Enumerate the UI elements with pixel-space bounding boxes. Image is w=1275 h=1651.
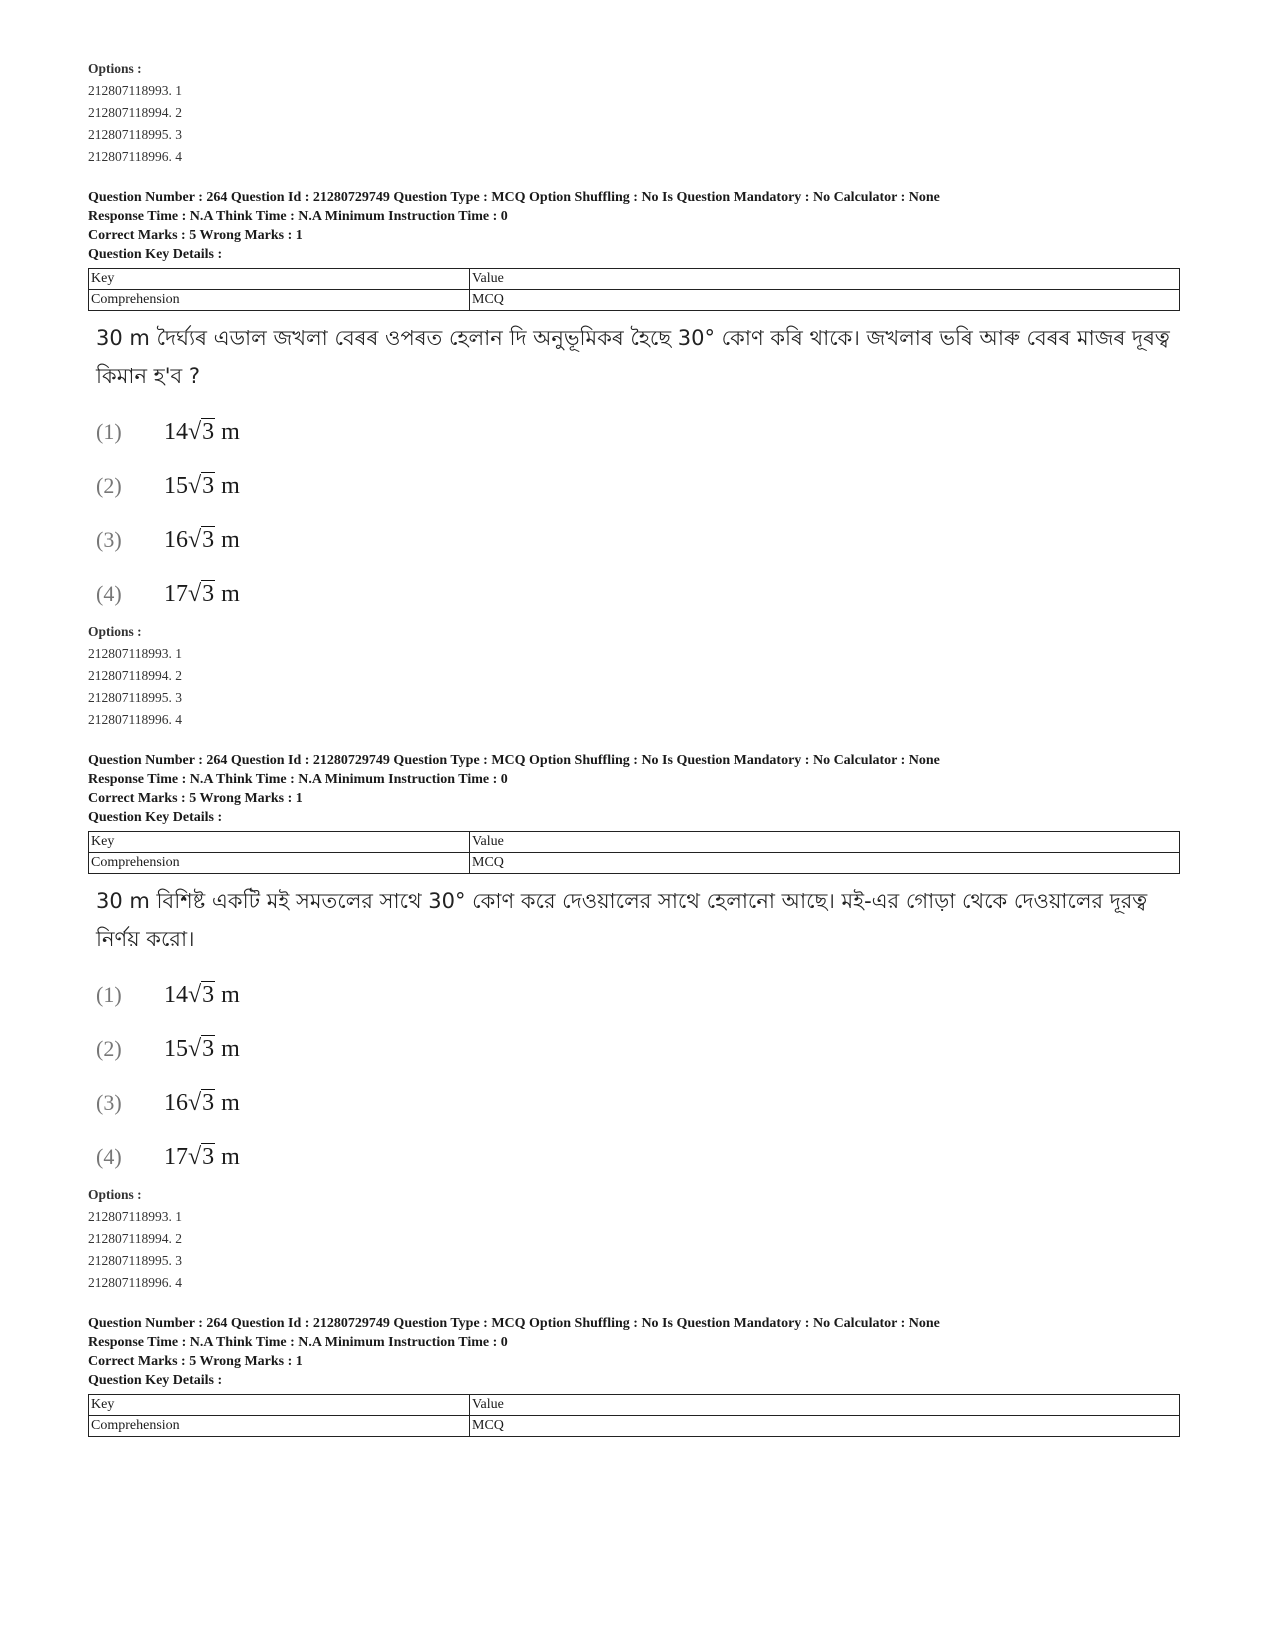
key-value-table — [88, 1394, 1180, 1437]
option-id: 212807118996. 4 — [88, 1275, 182, 1290]
table-row — [89, 832, 1180, 853]
choice-number: (3) — [96, 527, 122, 552]
table-cell: Comprehension — [89, 853, 470, 874]
radicand: 3 — [202, 580, 215, 607]
table-cell: Comprehension — [89, 1416, 470, 1437]
marks-line: Correct Marks : 5 Wrong Marks : 1 — [88, 1354, 303, 1369]
option-id: 212807118993. 1 — [88, 646, 182, 661]
key-details-label: Question Key Details : — [88, 810, 223, 825]
question-meta-line: Question Number : 264 Question Id : 21280729749 Question Type : MCQ Option Shuffling : No Is Question Mandatory : No Calculator : None — [88, 190, 940, 205]
question-meta-line: Response Time : N.A Think Time : N.A Minimum Instruction Time : 0 — [88, 772, 508, 787]
choice-unit: m — [221, 418, 240, 445]
options-label: Options : — [88, 61, 142, 76]
choice-value — [164, 527, 240, 554]
table-cell: Comprehension — [89, 290, 470, 311]
choice-value — [164, 581, 240, 608]
document-page — [88, 58, 1188, 1437]
option-id: 212807118993. 1 — [88, 83, 182, 98]
choice-unit: m — [221, 526, 240, 553]
choice-number: (2) — [96, 473, 122, 498]
option-id: 212807118994. 2 — [88, 105, 182, 120]
option-id: 212807118995. 3 — [88, 127, 182, 142]
choice-unit: m — [221, 1143, 240, 1170]
question-meta-line: Response Time : N.A Think Time : N.A Minimum Instruction Time : 0 — [88, 1335, 508, 1350]
choice-value — [164, 419, 240, 446]
marks-line: Correct Marks : 5 Wrong Marks : 1 — [88, 791, 303, 806]
choice-number: (4) — [96, 581, 122, 606]
table-header-value: Value — [470, 832, 1180, 853]
choice-coef: 14 — [164, 981, 188, 1008]
choice-number: (2) — [96, 1036, 122, 1061]
sqrt-symbol: √3 — [188, 472, 215, 499]
choice-unit: m — [221, 472, 240, 499]
table-header-key: Key — [89, 269, 470, 290]
radicand: 3 — [202, 1035, 215, 1062]
choice-number: (1) — [96, 982, 122, 1007]
radicand: 3 — [202, 981, 215, 1008]
key-details-label: Question Key Details : — [88, 1373, 223, 1388]
sqrt-symbol: √3 — [188, 1035, 215, 1062]
choice-unit: m — [221, 981, 240, 1008]
option-id: 212807118993. 1 — [88, 1209, 182, 1224]
question-text: 30 m বিশিষ্ট একটি মই সমতলের সাথে 30° কোণ করে দেওয়ালের সাথে হেলানো আছে। মই-এর গোড়া থেকে দেওয়ালের দূরত্ব নির্ণয় করো। — [96, 889, 1148, 951]
table-header-key: Key — [89, 1395, 470, 1416]
choice-value — [164, 473, 240, 500]
table-row — [89, 269, 1180, 290]
choice-coef: 16 — [164, 526, 188, 553]
question-meta-line: Question Number : 264 Question Id : 21280729749 Question Type : MCQ Option Shuffling : No Is Question Mandatory : No Calculator : None — [88, 1316, 940, 1331]
choice-value — [164, 982, 240, 1009]
marks-line: Correct Marks : 5 Wrong Marks : 1 — [88, 228, 303, 243]
options-label: Options : — [88, 624, 142, 639]
table-row — [89, 1395, 1180, 1416]
answer-choice[interactable] — [96, 968, 1188, 1022]
choice-unit: m — [221, 580, 240, 607]
radicand: 3 — [202, 1143, 215, 1170]
answer-choice[interactable] — [96, 1076, 1188, 1130]
choice-value — [164, 1144, 240, 1171]
sqrt-symbol: √3 — [188, 1089, 215, 1116]
option-id: 212807118995. 3 — [88, 1253, 182, 1268]
top-options-list — [88, 58, 1188, 168]
choice-number: (1) — [96, 419, 122, 444]
key-details-label: Question Key Details : — [88, 247, 223, 262]
answer-choice[interactable] — [96, 513, 1188, 567]
choice-number: (3) — [96, 1090, 122, 1115]
option-id: 212807118994. 2 — [88, 668, 182, 683]
sqrt-symbol: √3 — [188, 580, 215, 607]
choice-unit: m — [221, 1089, 240, 1116]
choice-number: (4) — [96, 1144, 122, 1169]
radicand: 3 — [202, 418, 215, 445]
option-id: 212807118994. 2 — [88, 1231, 182, 1246]
choice-value — [164, 1090, 240, 1117]
option-id: 212807118996. 4 — [88, 712, 182, 727]
question-meta-line: Question Number : 264 Question Id : 21280729749 Question Type : MCQ Option Shuffling : No Is Question Mandatory : No Calculator : None — [88, 753, 940, 768]
table-cell: MCQ — [470, 853, 1180, 874]
options-list — [88, 621, 1188, 731]
radicand: 3 — [202, 526, 215, 553]
answer-choice[interactable] — [96, 459, 1188, 513]
question-meta — [88, 188, 1188, 264]
answer-choices — [96, 968, 1188, 1184]
choice-coef: 16 — [164, 1089, 188, 1116]
table-row — [89, 853, 1180, 874]
choice-unit: m — [221, 1035, 240, 1062]
answer-choice[interactable] — [96, 1130, 1188, 1184]
options-list — [88, 1184, 1188, 1294]
option-id: 212807118995. 3 — [88, 690, 182, 705]
option-id: 212807118996. 4 — [88, 149, 182, 164]
sqrt-symbol: √3 — [188, 418, 215, 445]
answer-choice[interactable] — [96, 1022, 1188, 1076]
answer-choice[interactable] — [96, 405, 1188, 459]
choice-coef: 14 — [164, 418, 188, 445]
choice-coef: 15 — [164, 1035, 188, 1062]
options-label: Options : — [88, 1187, 142, 1202]
sqrt-symbol: √3 — [188, 981, 215, 1008]
table-header-key: Key — [89, 832, 470, 853]
key-value-table — [88, 831, 1180, 874]
choice-coef: 17 — [164, 580, 188, 607]
choice-coef: 15 — [164, 472, 188, 499]
radicand: 3 — [202, 1089, 215, 1116]
radicand: 3 — [202, 472, 215, 499]
table-header-value: Value — [470, 269, 1180, 290]
table-cell: MCQ — [470, 1416, 1180, 1437]
answer-choice[interactable] — [96, 567, 1188, 621]
question-meta-line: Response Time : N.A Think Time : N.A Minimum Instruction Time : 0 — [88, 209, 508, 224]
table-row — [89, 1416, 1180, 1437]
table-row — [89, 290, 1180, 311]
sqrt-symbol: √3 — [188, 1143, 215, 1170]
key-value-table — [88, 268, 1180, 311]
choice-coef: 17 — [164, 1143, 188, 1170]
choice-value — [164, 1036, 240, 1063]
sqrt-symbol: √3 — [188, 526, 215, 553]
answer-choices — [96, 405, 1188, 621]
question-meta — [88, 751, 1188, 827]
question-meta — [88, 1314, 1188, 1390]
question-text: 30 m দৈৰ্ঘ্যৰ এডাল জখলা বেৰৰ ওপৰত হেলান দি অনুভূমিকৰ হৈছে 30° কোণ কৰি থাকে। জখলাৰ ভৰি আৰু বেৰৰ মাজৰ দূৰত্ব কিমান হ'ব ? — [96, 326, 1170, 388]
table-header-value: Value — [470, 1395, 1180, 1416]
table-cell: MCQ — [470, 290, 1180, 311]
